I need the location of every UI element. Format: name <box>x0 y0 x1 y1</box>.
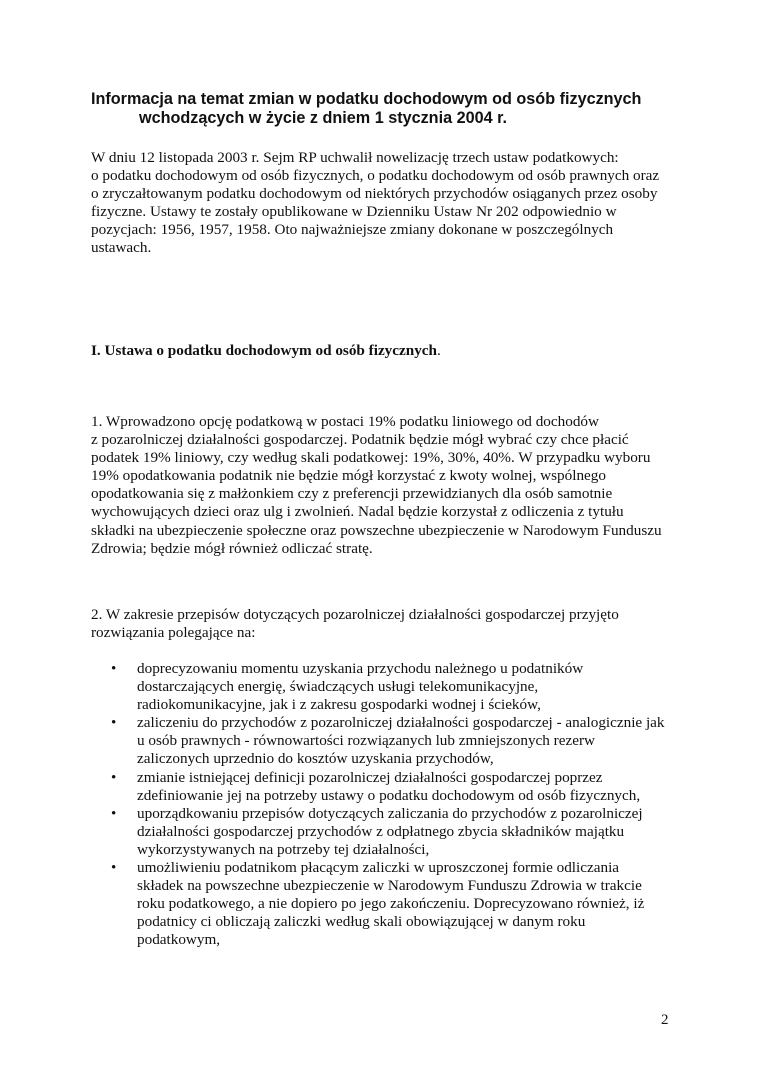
text-line: składki na ubezpieczenie społeczne oraz powszechne ubezpieczenie w Narodowym Funduszu <box>91 521 662 539</box>
list-item <box>91 859 681 949</box>
point-2-paragraph <box>91 606 681 642</box>
text-line: uporządkowaniu przepisów dotyczących zaliczania do przychodów z pozarolniczej <box>137 804 643 822</box>
list-item <box>91 714 681 768</box>
text-line: W dniu 12 listopada 2003 r. Sejm RP uchwalił nowelizację trzech ustaw podatkowych: <box>91 149 619 166</box>
list-item <box>91 805 681 859</box>
text-line: radiokomunikacyjne, jak i z zakresu gospodarki wodnej i ścieków, <box>137 696 541 714</box>
list-item <box>91 660 681 714</box>
text-line: Zdrowia; będzie mógł również odliczać stratę. <box>91 539 373 557</box>
page-number: 2 <box>661 1012 669 1028</box>
text-line: rozwiązania polegające na: <box>91 624 256 642</box>
section-heading <box>91 342 681 360</box>
bullet-list <box>91 660 681 950</box>
text-line: roku podatkowego, a nie dopiero po jego zakończeniu. Doprecyzowano również, iż <box>137 895 645 913</box>
point-1-paragraph <box>91 413 681 558</box>
text-line: doprecyzowaniu momentu uzyskania przychodu należnego u podatników <box>137 660 584 677</box>
text-line: o podatku dochodowym od osób fizycznych, o podatku dochodowym od osób prawnych oraz <box>91 167 660 185</box>
text-line: ustawach. <box>91 239 152 257</box>
text-line: zdefiniowanie jej na potrzeby ustawy o podatku dochodowym od osób fizycznych, <box>137 786 641 804</box>
text-line: u osób prawnych - równowartości rozwiązanych lub zmniejszonych rezerw <box>137 732 595 750</box>
text-line: zaliczonych uprzednio do kosztów uzyskania przychodów, <box>137 750 494 768</box>
text-line: składek na powszechne ubezpieczenie w Narodowym Funduszu Zdrowia w trakcie <box>137 877 642 895</box>
text-line: dostarczających energię, świadczących usługi telekomunikacyjne, <box>137 678 539 696</box>
text-line: podatnicy ci obliczają zaliczki według skali obowiązującej w danym roku <box>137 913 586 931</box>
text-line: działalności gospodarczej przychodów z odpłatnego zbycia składników majątku <box>137 822 625 840</box>
text-line: z pozarolniczej działalności gospodarczej. Podatnik będzie mógł wybrać czy chce płacić <box>91 431 629 449</box>
bullet-icon: • <box>111 859 117 877</box>
bullet-icon: • <box>111 714 117 732</box>
list-item <box>91 769 681 805</box>
text-line: o zryczałtowanym podatku dochodowym od niektórych przychodów osiąganych przez osoby <box>91 185 658 203</box>
text-line: pozycjach: 1956, 1957, 1958. Oto najważniejsze zmiany dokonane w poszczególnych <box>91 221 614 239</box>
text-line: podatek 19% liniowy, czy według skali podatkowej: 19%, 30%, 40%. W przypadku wyboru <box>91 449 651 467</box>
intro-paragraph <box>91 149 681 258</box>
text-line: wychowujących dzieci oraz ulg i zwolnień. Nadal będzie korzystał z odliczenia z tytułu <box>91 503 624 521</box>
bullet-icon: • <box>111 660 117 677</box>
bullet-icon: • <box>111 804 117 822</box>
text-line: 2. W zakresie przepisów dotyczących pozarolniczej działalności gospodarczej przyjęto <box>91 606 619 623</box>
title-line-1: Informacja na temat zmian w podatku dochodowym od osób fizycznych <box>91 90 642 108</box>
text-line: zmianie istniejącej definicji pozarolniczej działalności gospodarczej poprzez <box>137 768 603 786</box>
document-title <box>91 90 691 128</box>
text-line: 1. Wprowadzono opcję podatkową w postaci 19% podatku liniowego od dochodów <box>91 413 599 430</box>
bullet-icon: • <box>111 768 117 786</box>
text-line: opodatkowania się z małżonkiem czy z preferencji przewidzianych dla osób samotnie <box>91 485 613 503</box>
section-heading-text: I. Ustawa o podatku dochodowym od osób fizycznych <box>91 342 437 359</box>
text-line: umożliwieniu podatnikom płacącym zaliczki w uproszczonej formie odliczania <box>137 859 620 877</box>
title-line-2: wchodzących w życie z dniem 1 stycznia 2004 r. <box>139 109 507 127</box>
text-line: zaliczeniu do przychodów z pozarolniczej działalności gospodarczej - analogicznie jak <box>137 714 665 732</box>
text-line: 19% opodatkowania podatnik nie będzie mógł korzystać z kwoty wolnej, wspólnego <box>91 467 606 485</box>
text-line: wykorzystywanych na potrzeby tej działalności, <box>137 840 430 858</box>
section-heading-period: . <box>436 342 441 359</box>
text-line: fizyczne. Ustawy te zostały opublikowane w Dzienniku Ustaw Nr 202 odpowiednio w <box>91 203 617 221</box>
text-line: podatkowym, <box>137 931 221 949</box>
